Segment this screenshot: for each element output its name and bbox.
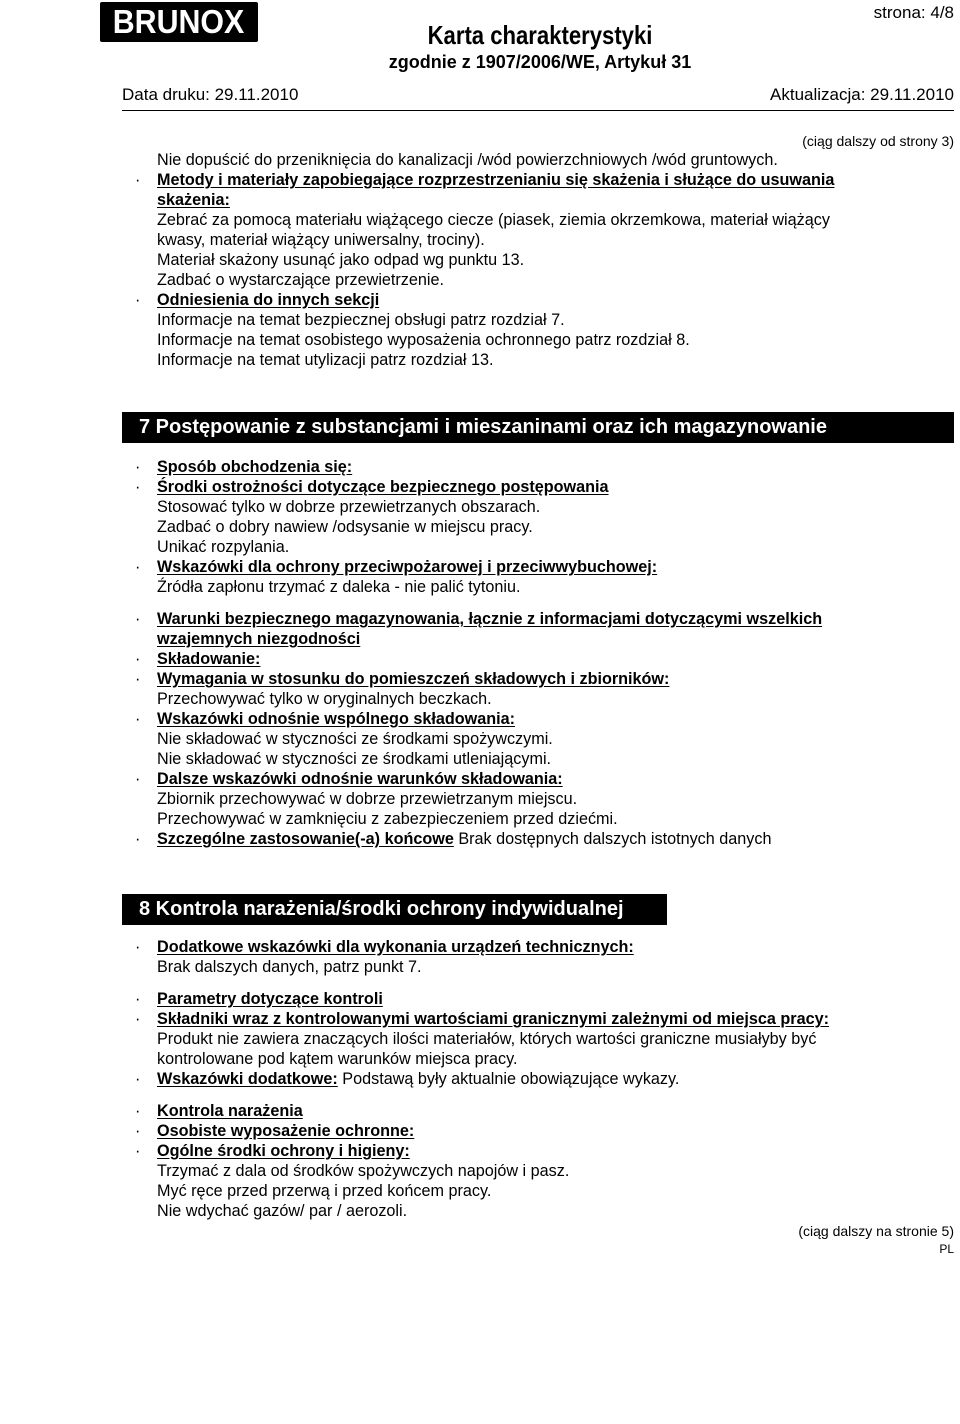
text-line: Informacje na temat utylizacji patrz rozdział 13.	[157, 351, 494, 369]
print-date: Data druku: 29.11.2010	[122, 85, 299, 104]
subheading: Szczególne zastosowanie(-a) końcowe	[157, 830, 454, 848]
list-item: · Odniesienia do innych sekcji	[135, 291, 380, 309]
text-line: Trzymać z dala od środków spożywczych napojów i pasz.	[157, 1162, 570, 1180]
list-item: · Środki ostrożności dotyczące bezpiecznego postępowania	[135, 478, 609, 496]
list-item: · Wskazówki dla ochrony przeciwpożarowej i przeciwwybuchowej:	[135, 558, 658, 576]
subheading: Dalsze wskazówki odnośnie warunków składowania:	[157, 770, 563, 788]
text-line: Informacje na temat osobistego wyposażenia ochronnego patrz rozdział 8.	[157, 331, 690, 349]
section-7-heading: 7 Postępowanie z substancjami i mieszaninami oraz ich magazynowanie	[122, 412, 954, 443]
section-8-heading: 8 Kontrola narażenia/środki ochrony indywidualnej	[122, 894, 667, 925]
page-number: strona: 4/8	[873, 3, 954, 22]
list-item: · Składniki wraz z kontrolowanymi wartościami granicznymi zależnymi od miejsca pracy:	[135, 1010, 830, 1028]
text-line: Nie składować w styczności ze środkami utleniającymi.	[157, 750, 552, 768]
language-code: PL	[939, 1242, 954, 1256]
text-line: Przechowywać w zamknięciu z zabezpieczeniem przed dziećmi.	[157, 810, 618, 828]
continued-to-note: (ciąg dalszy na stronie 5)	[798, 1223, 954, 1239]
subheading: Ogólne środki ochrony i higieny:	[157, 1142, 410, 1160]
document-subtitle: zgodnie z 1907/2006/WE, Artykuł 31	[388, 52, 692, 72]
text-line: Zadbać o wystarczające przewietrzenie.	[157, 271, 445, 289]
text-line: Przechowywać tylko w oryginalnych beczkach.	[157, 690, 492, 708]
subheading: Wskazówki odnośnie wspólnego składowania:	[157, 710, 515, 728]
text-line: kwasy, materiał wiążący uniwersalny, trociny).	[157, 231, 485, 249]
list-item: · Warunki bezpiecznego magazynowania, łącznie z informacjami dotyczącymi wszelkich	[135, 610, 823, 628]
text-line: Unikać rozpylania.	[157, 538, 290, 556]
text-line: Zebrać za pomocą materiału wiążącego ciecze (piasek, ziemia okrzemkowa, materiał wiążący	[157, 211, 830, 229]
text-line: Brak dostępnych dalszych istotnych danych	[453, 830, 772, 848]
subheading: Kontrola narażenia	[157, 1102, 303, 1120]
section-6-continuation	[135, 150, 954, 370]
subheading: Wskazówki dla ochrony przeciwpożarowej i przeciwwybuchowej:	[157, 558, 658, 576]
update-date: Aktualizacja: 29.11.2010	[770, 85, 954, 104]
subheading: Sposób obchodzenia się:	[157, 458, 353, 476]
list-item: · Metody i materiały zapobiegające rozprzestrzenianiu się skażenia i służące do usuwania	[135, 171, 835, 189]
text-line: Informacje na temat bezpiecznej obsługi patrz rozdział 7.	[157, 311, 565, 329]
list-item	[135, 629, 954, 649]
subheading: Wskazówki dodatkowe:	[157, 1070, 338, 1088]
list-item: · Wymagania w stosunku do pomieszczeń składowych i zbiorników:	[135, 670, 670, 688]
text-line: Materiał skażony usunąć jako odpad wg punktu 13.	[157, 251, 525, 269]
list-item: · Ogólne środki ochrony i higieny:	[135, 1142, 410, 1160]
subheading: Składowanie:	[157, 650, 261, 668]
list-item: · Składowanie:	[135, 650, 261, 668]
subheading: Odniesienia do innych sekcji	[157, 291, 380, 309]
list-item: · Wskazówki dodatkowe: Podstawą były aktualnie obowiązujące wykazy.	[135, 1070, 680, 1088]
text-line: Zadbać o dobry nawiew /odsysanie w miejscu pracy.	[157, 518, 533, 536]
text-line: Myć ręce przed przerwą i przed końcem pracy.	[157, 1182, 492, 1200]
text-line: Nie dopuścić do przeniknięcia do kanalizacji /wód powierzchniowych /wód gruntowych.	[157, 151, 778, 169]
subheading: Metody i materiały zapobiegające rozprzestrzenianiu się skażenia i służące do usuwania	[157, 171, 835, 189]
subheading: skażenia:	[157, 191, 230, 209]
text-line: Nie składować w styczności ze środkami spożywczymi.	[157, 730, 553, 748]
list-item: · Szczególne zastosowanie(-a) końcowe Brak dostępnych dalszych istotnych danych	[135, 830, 772, 848]
subheading: Składniki wraz z kontrolowanymi wartościami granicznymi zależnymi od miejsca pracy:	[157, 1010, 830, 1028]
subheading: Osobiste wyposażenie ochronne:	[157, 1122, 415, 1140]
logo-text: BRUNOX	[113, 3, 245, 40]
header-divider	[122, 110, 954, 111]
list-item: · Parametry dotyczące kontroli	[135, 990, 383, 1008]
text-line: Podstawą były aktualnie obowiązujące wykazy.	[337, 1070, 680, 1088]
text-line: Źródła zapłonu trzymać z daleka - nie palić tytoniu.	[157, 578, 521, 596]
section-7-body	[135, 457, 954, 849]
list-item: · Kontrola narażenia	[135, 1102, 303, 1120]
section-8-body	[135, 937, 954, 1221]
subheading: Wymagania w stosunku do pomieszczeń składowych i zbiorników:	[157, 670, 670, 688]
subheading: Dodatkowe wskazówki dla wykonania urządzeń technicznych:	[157, 938, 634, 956]
text-line: Stosować tylko w dobrze przewietrzanych obszarach.	[157, 498, 541, 516]
text-line: Brak dalszych danych, patrz punkt 7.	[157, 958, 422, 976]
list-item: · Dodatkowe wskazówki dla wykonania urządzeń technicznych:	[135, 938, 634, 956]
text-line: Produkt nie zawiera znaczących ilości materiałów, których wartości graniczne musiałyby być	[157, 1030, 817, 1048]
text-line: kontrolowane pod kątem warunków miejsca pracy.	[157, 1050, 518, 1068]
list-item	[135, 190, 954, 210]
list-item: · Dalsze wskazówki odnośnie warunków składowania:	[135, 770, 563, 788]
text-line: Nie wdychać gazów/ par / aerozoli.	[157, 1202, 408, 1220]
subheading: Środki ostrożności dotyczące bezpiecznego postępowania	[157, 478, 609, 496]
list-item: · Osobiste wyposażenie ochronne:	[135, 1122, 415, 1140]
text-line: Zbiornik przechowywać w dobrze przewietrzanym miejscu.	[157, 790, 578, 808]
subheading: wzajemnych niezgodności	[157, 630, 361, 648]
subheading: Parametry dotyczące kontroli	[157, 990, 383, 1008]
continued-from-note: (ciąg dalszy od strony 3)	[802, 133, 954, 149]
document-title: Karta charakterystyki	[427, 20, 653, 50]
subheading: Warunki bezpiecznego magazynowania, łącznie z informacjami dotyczącymi wszelkich	[157, 610, 823, 628]
list-item: · Wskazówki odnośnie wspólnego składowania:	[135, 710, 515, 728]
list-item: · Sposób obchodzenia się:	[135, 458, 353, 476]
